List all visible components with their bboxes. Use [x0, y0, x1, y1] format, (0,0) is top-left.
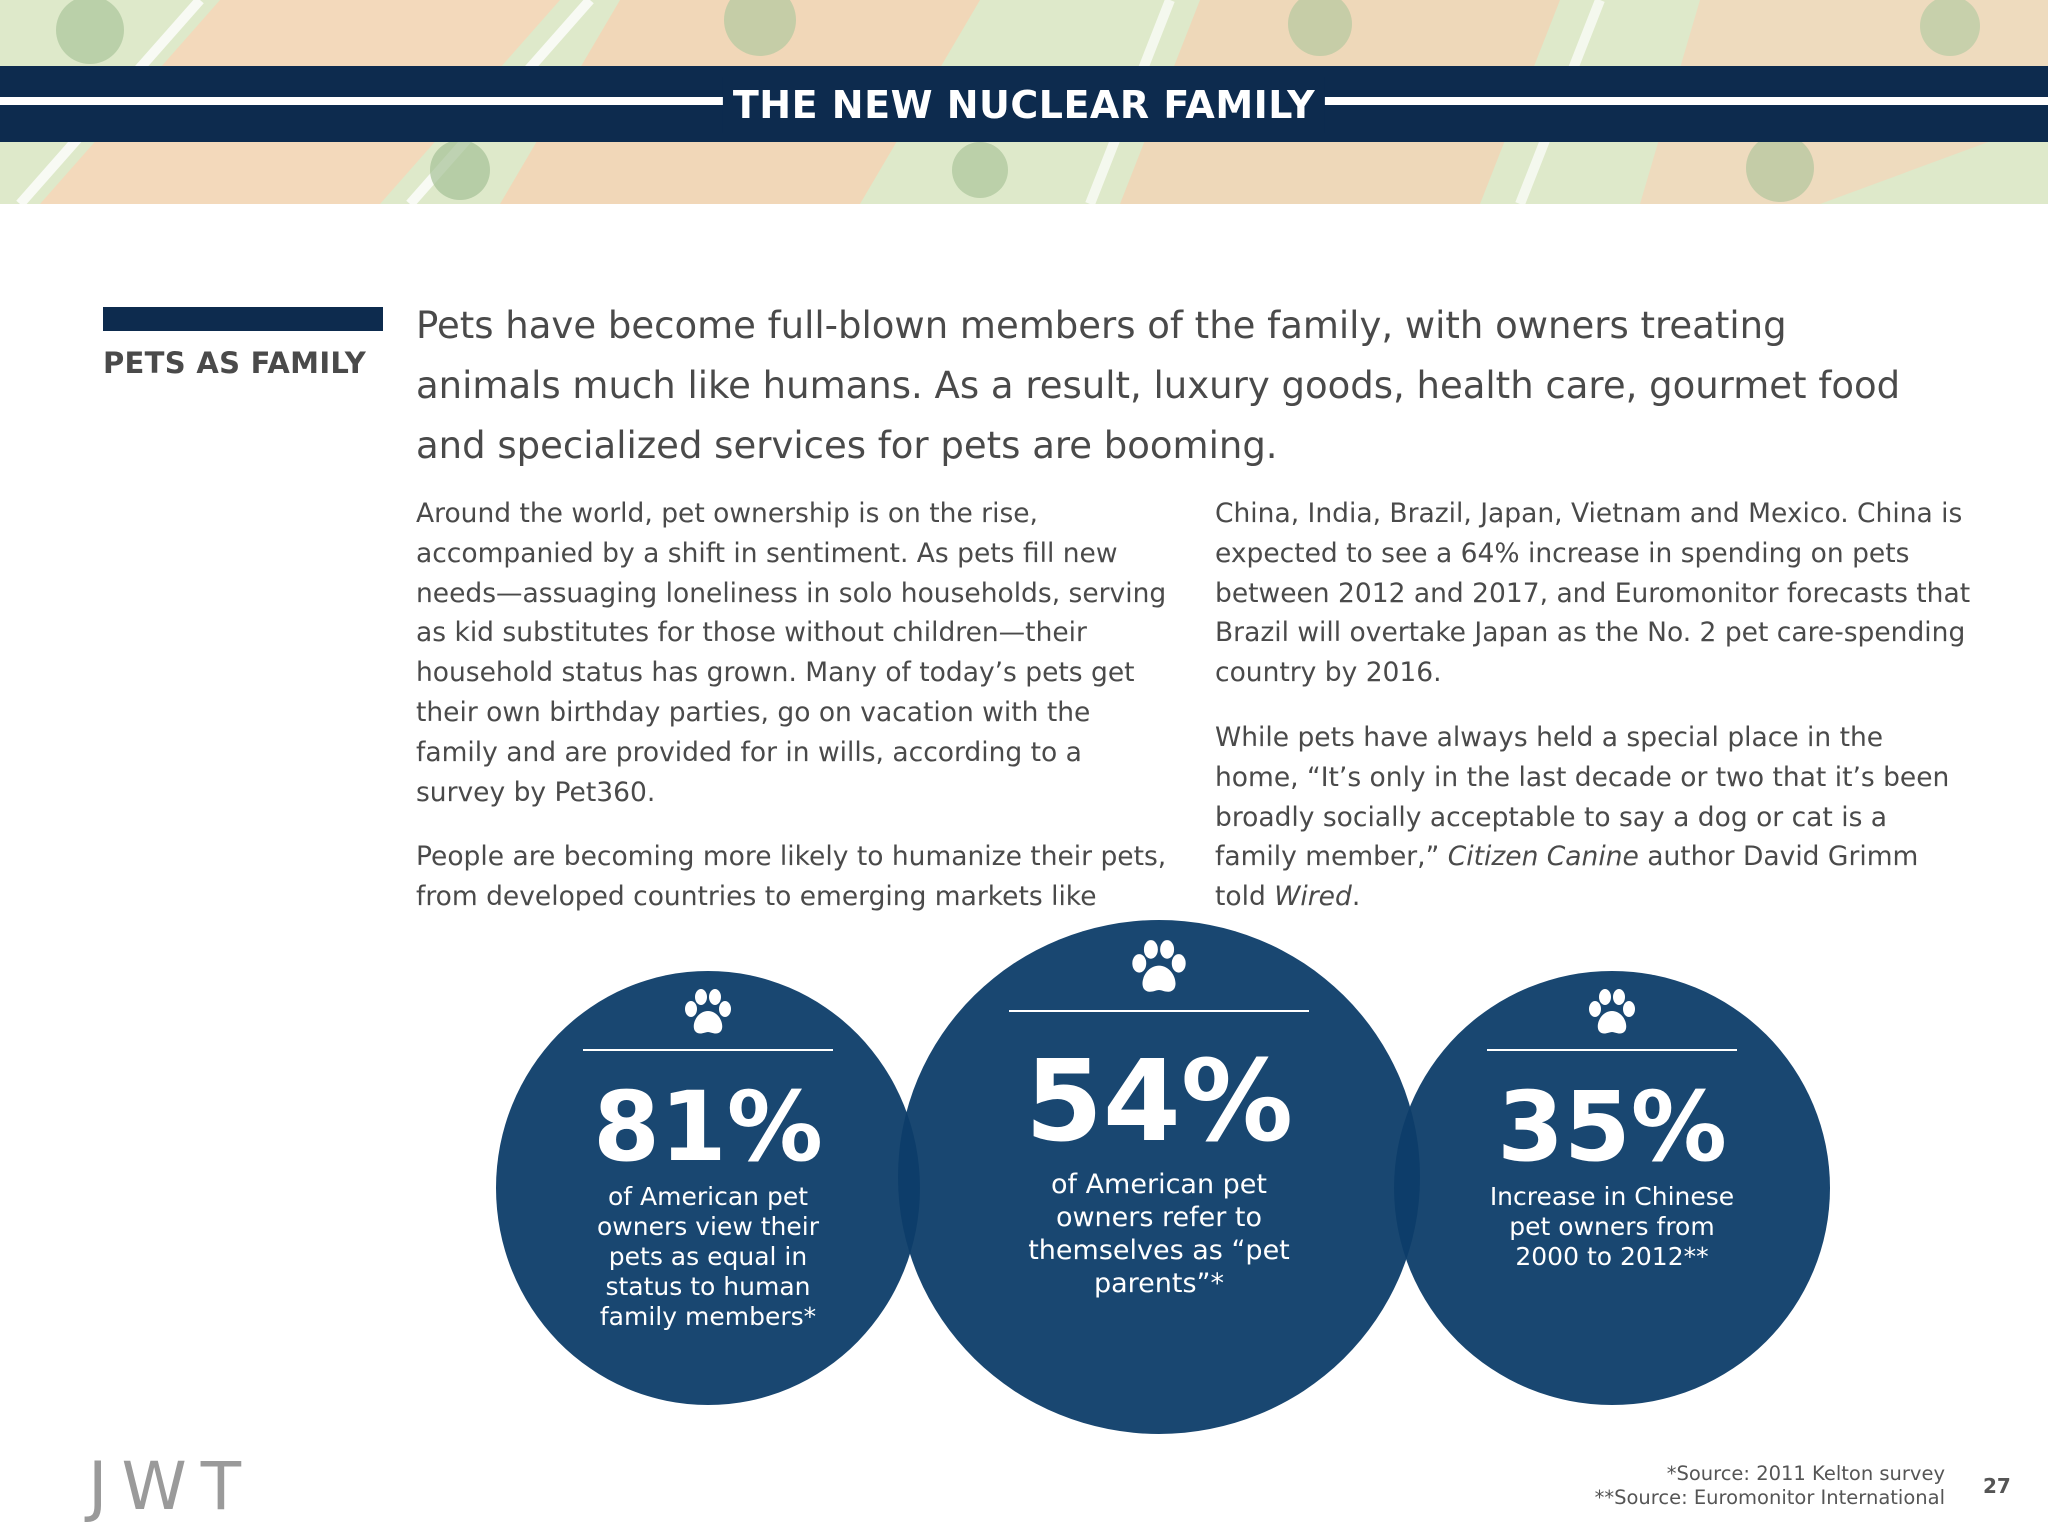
body-paragraph: People are becoming more likely to humanize their pets, from developed countries to emerging markets like [416, 841, 1167, 913]
body-paragraph: While pets have always held a special place in the home, “It’s only in the last decade or two that it’s been broadly socially acceptable to say a dog or cat is a family member,” Citizen Canine author David Grimm told Wired. [1215, 721, 1950, 913]
stat-circle-1 [496, 971, 920, 1405]
paw-icon [683, 989, 733, 1037]
lead-paragraph: Pets have become full-blown members of the family, with owners treating animals much like humans. As a result, luxury goods, health care, gourmet food and specialized services for pets are booming. [416, 304, 1901, 467]
source-note-1: *Source: 2011 Kelton survey [1666, 1462, 1945, 1485]
stat-value: 54% [1024, 1037, 1294, 1167]
publication-name: Wired [1274, 881, 1352, 913]
stat-divider [1009, 1010, 1309, 1012]
body-paragraph: China, India, Brazil, Japan, Vietnam and Mexico. China is expected to see a 64% increase in spending on pets between 2012 and 2017, and Euromonitor forecasts that Brazil will overtake Japan as the No. 2 pet care-spending country by 2016. [1215, 498, 1971, 689]
body-column-left [416, 494, 1176, 942]
stat-value: 81% [593, 1071, 823, 1183]
book-title: Citizen Canine [1447, 841, 1639, 873]
stat-circle-3 [1394, 971, 1830, 1405]
section-label: PETS AS FAMILY [103, 346, 366, 380]
section-accent-bar [103, 307, 383, 331]
page-number: 27 [1983, 1474, 2011, 1498]
source-notes [1595, 1462, 1945, 1510]
body-paragraph: Around the world, pet ownership is on the rise, accompanied by a shift in sentiment. As pets fill new needs—assuaging loneliness in solo households, serving as kid substitutes for those without children—their household status has grown. Many of today’s pets get their own birthday parties, go on vacation with the family and are provided for in wills, according to a survey by Pet360. [416, 498, 1167, 808]
stat-description: of American pet owners view their pets as equal in status to human family members* [597, 1182, 819, 1331]
paw-icon [1130, 940, 1188, 996]
paw-icon [1587, 989, 1637, 1037]
stat-divider [583, 1049, 833, 1051]
body-column-right [1215, 494, 1975, 942]
header-banner [0, 0, 2048, 204]
stat-description: of American pet owners refer to themselves as “pet parents”* [1028, 1169, 1290, 1299]
page-title: THE NEW NUCLEAR FAMILY [723, 77, 1325, 133]
stat-divider [1487, 1049, 1737, 1051]
source-note-2: **Source: Euromonitor International [1594, 1486, 1945, 1509]
stat-value: 35% [1497, 1071, 1727, 1183]
stat-description: Increase in Chinese pet owners from 2000 to 2012** [1489, 1182, 1735, 1271]
stat-circle-2 [898, 920, 1420, 1434]
jwt-logo: JWT [88, 1448, 256, 1525]
